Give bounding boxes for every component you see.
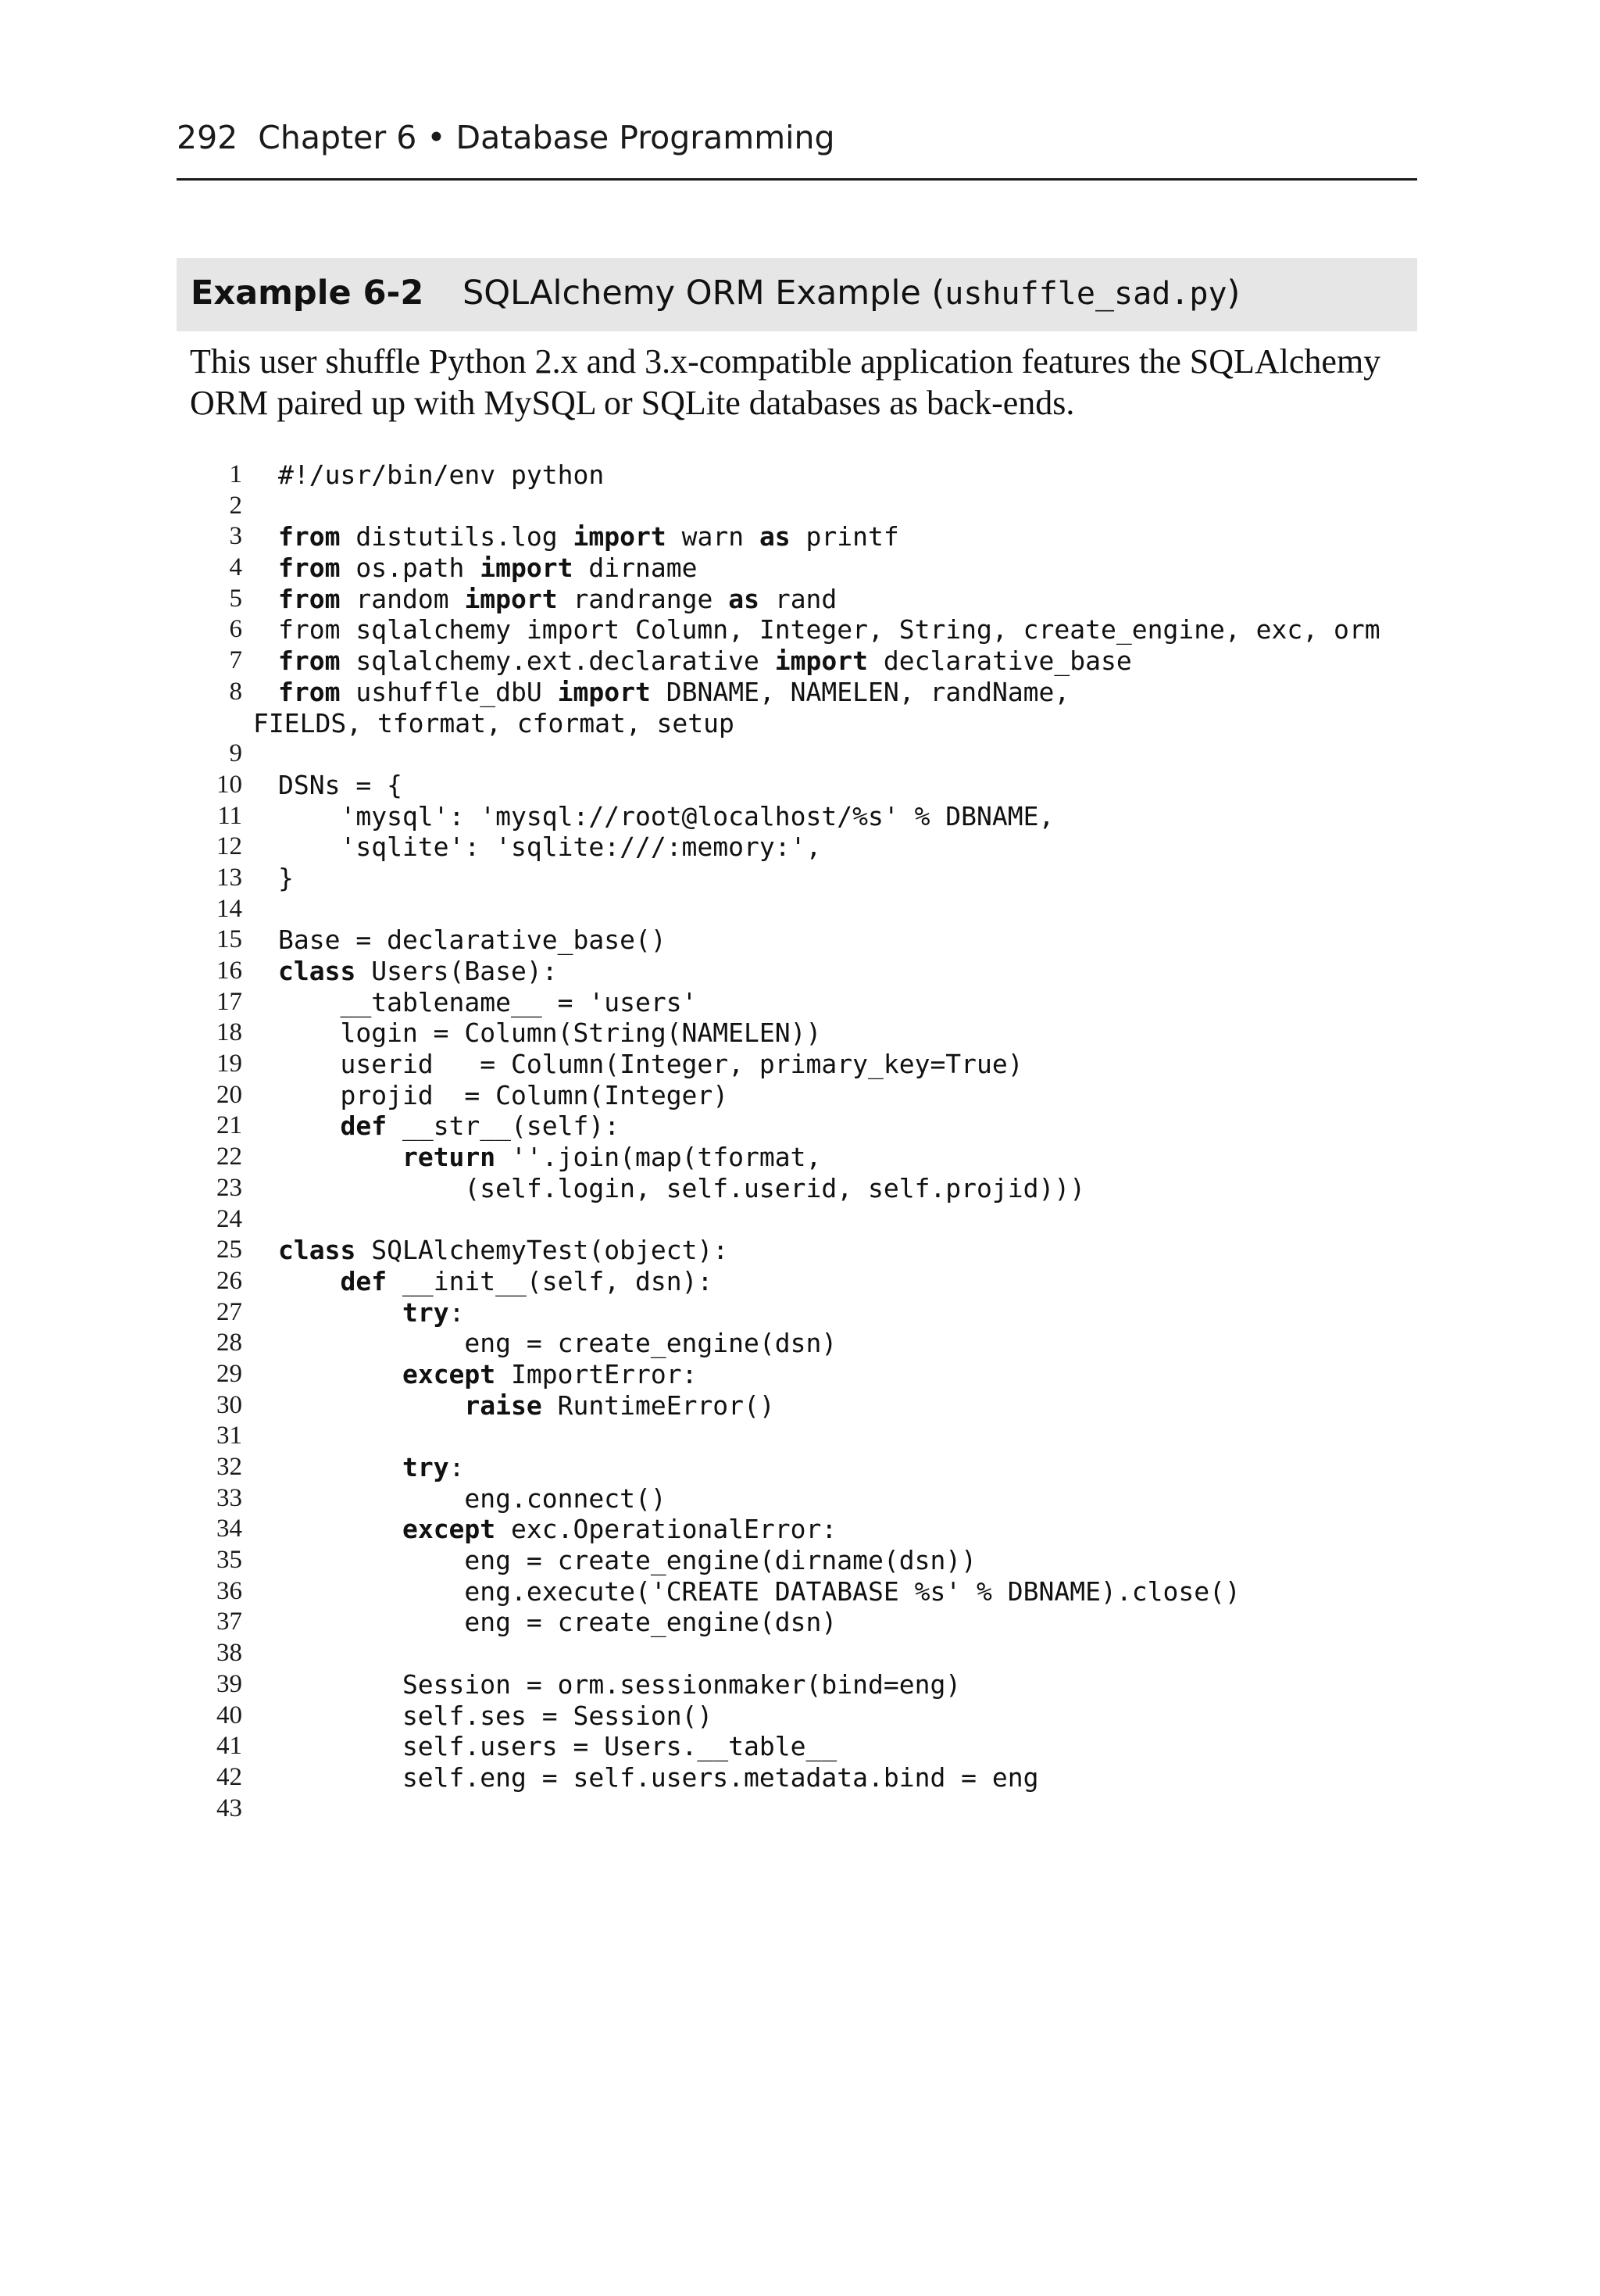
code-keyword: from	[278, 676, 341, 707]
line-number: 7	[229, 646, 242, 675]
code-text	[278, 1701, 712, 1732]
code-line	[0, 1731, 1600, 1762]
code-keyword: import	[774, 646, 868, 677]
line-number: 43	[216, 1794, 242, 1822]
chapter-title: Chapter 6 • Database Programming	[258, 119, 835, 156]
code-token: ImportError:	[495, 1358, 698, 1389]
code-text	[278, 1142, 821, 1173]
code-token: __init__(self, dsn):	[387, 1265, 713, 1296]
code-text	[278, 1017, 821, 1049]
code-text	[278, 801, 1054, 832]
line-number: 6	[229, 615, 242, 644]
code-token: projid = Column(Integer)	[278, 1079, 729, 1110]
code-text	[278, 1235, 728, 1266]
code-keyword: except	[402, 1514, 496, 1545]
code-token: distutils.log	[340, 521, 573, 553]
code-line	[0, 1173, 1600, 1204]
code-text	[278, 770, 402, 801]
line-number: 39	[216, 1669, 242, 1698]
code-text	[278, 1080, 728, 1111]
line-number: 2	[229, 491, 242, 520]
code-token: sqlalchemy.ext.declarative	[340, 646, 775, 677]
example-label: Example 6-2	[191, 274, 424, 313]
code-text	[278, 460, 604, 491]
example-title-close: )	[1227, 274, 1241, 313]
code-token: userid = Column(Integer, primary_key=True)	[278, 1049, 1023, 1080]
code-token	[278, 1359, 402, 1389]
code-line	[0, 646, 1600, 677]
code-line	[0, 1452, 1600, 1483]
code-keyword: class	[278, 1235, 356, 1266]
code-line	[0, 1080, 1600, 1111]
code-token: warn	[666, 521, 759, 553]
code-text	[278, 1266, 712, 1297]
code-keyword: class	[278, 956, 356, 986]
code-text	[278, 1731, 837, 1762]
code-token	[278, 1142, 402, 1172]
line-number: 16	[216, 957, 242, 985]
code-text	[278, 1607, 837, 1638]
line-number: 17	[216, 987, 242, 1016]
line-number: 41	[216, 1732, 242, 1761]
code-text	[278, 863, 294, 894]
code-token: 'sqlite': 'sqlite:///:memory:',	[278, 831, 822, 863]
line-number: 18	[216, 1018, 242, 1047]
intro-paragraph: This user shuffle Python 2.x and 3.x-compatible application features the SQLAlchemy ORM paired up with MySQL or SQLite databases as back-ends.	[190, 342, 1381, 422]
code-text	[278, 553, 697, 584]
code-token: :	[448, 1452, 465, 1482]
code-text	[278, 956, 558, 987]
code-keyword: from	[278, 553, 341, 584]
line-number: 5	[229, 584, 242, 613]
code-keyword: as	[759, 521, 791, 553]
code-text	[278, 1545, 977, 1576]
line-number: 4	[229, 553, 242, 582]
code-line	[0, 1328, 1600, 1359]
code-line	[0, 739, 1600, 770]
code-text	[278, 1110, 620, 1142]
example-title	[462, 274, 1240, 313]
line-number: 40	[216, 1701, 242, 1729]
code-text	[278, 677, 1070, 708]
example-filename: ushuffle_sad.py	[945, 276, 1227, 312]
code-listing	[0, 460, 1600, 1824]
code-text	[253, 708, 734, 739]
code-token: #!/usr/bin/env python	[278, 460, 605, 490]
code-token: __str__(self):	[387, 1110, 620, 1142]
code-text	[278, 614, 1380, 646]
code-line	[0, 1669, 1600, 1701]
code-line	[0, 1142, 1600, 1173]
code-line	[0, 1762, 1600, 1794]
code-keyword: import	[480, 553, 573, 584]
code-token: rand	[759, 583, 838, 614]
code-text	[278, 831, 821, 863]
line-number: 31	[216, 1422, 242, 1450]
code-line	[0, 614, 1600, 646]
code-line	[0, 1359, 1600, 1390]
code-line	[0, 1483, 1600, 1515]
code-line	[0, 1794, 1600, 1825]
code-text	[278, 1514, 837, 1545]
code-line	[0, 801, 1600, 832]
code-text	[278, 924, 666, 956]
line-number: 33	[216, 1483, 242, 1512]
code-token: Users(Base):	[355, 956, 558, 986]
line-number: 9	[229, 739, 242, 768]
code-token: os.path	[340, 553, 480, 584]
line-number: 21	[216, 1111, 242, 1140]
code-line	[0, 956, 1600, 987]
code-line	[0, 1390, 1600, 1422]
code-token: randrange	[557, 583, 729, 614]
code-text	[278, 1359, 697, 1390]
code-text	[278, 1452, 464, 1483]
code-token: (self.login, self.userid, self.projid)))	[278, 1172, 1086, 1203]
code-line	[0, 831, 1600, 863]
code-line	[0, 1235, 1600, 1266]
code-line	[0, 1204, 1600, 1236]
code-token: eng.connect()	[278, 1482, 666, 1514]
code-keyword: try	[402, 1452, 449, 1482]
code-line	[0, 491, 1600, 522]
code-text	[278, 1762, 1039, 1794]
code-token: ushuffle_dbU	[340, 676, 558, 707]
code-token: self.users = Users.__table__	[278, 1731, 838, 1762]
code-token: ''.join(map(tformat,	[495, 1142, 822, 1173]
code-text	[278, 646, 1132, 677]
code-line	[0, 894, 1600, 925]
example-title-text: SQLAlchemy ORM Example (	[462, 274, 945, 313]
code-token: Session = orm.sessionmaker(bind=eng)	[278, 1668, 962, 1700]
code-line	[0, 1421, 1600, 1452]
line-number: 42	[216, 1762, 242, 1791]
line-number: 23	[216, 1173, 242, 1202]
code-line	[0, 1017, 1600, 1049]
code-text	[278, 1390, 775, 1422]
code-token: printf	[790, 521, 899, 553]
code-token: SQLAlchemyTest(object):	[355, 1235, 729, 1266]
code-line	[0, 1297, 1600, 1329]
code-text	[278, 987, 697, 1018]
line-number: 35	[216, 1546, 242, 1575]
code-token: eng = create_engine(dsn)	[278, 1328, 838, 1359]
line-number: 19	[216, 1050, 242, 1078]
line-number: 36	[216, 1576, 242, 1605]
code-line	[0, 1514, 1600, 1545]
code-token: eng = create_engine(dsn)	[278, 1607, 838, 1638]
code-text	[278, 1483, 666, 1515]
code-token: random	[340, 583, 465, 614]
line-number: 15	[216, 925, 242, 954]
line-number: 14	[216, 894, 242, 923]
code-token: DSNs = {	[278, 769, 402, 800]
code-text	[278, 1049, 1023, 1080]
code-token: __tablename__ = 'users'	[278, 986, 698, 1017]
page-number: 292	[177, 119, 238, 156]
line-number: 27	[216, 1297, 242, 1326]
header-rule	[177, 178, 1417, 181]
code-line	[0, 1110, 1600, 1142]
code-token	[278, 1514, 402, 1544]
code-token: Base = declarative_base()	[278, 924, 666, 956]
code-token	[278, 1297, 402, 1328]
code-token: RuntimeError()	[541, 1389, 775, 1421]
line-number: 24	[216, 1204, 242, 1233]
code-line	[0, 708, 1600, 739]
code-token: FIELDS, tformat, cformat, setup	[253, 707, 734, 739]
line-number: 10	[216, 770, 242, 799]
code-keyword: import	[464, 583, 558, 614]
code-text	[278, 1297, 464, 1329]
code-line	[0, 1701, 1600, 1732]
code-token: declarative_base	[868, 646, 1132, 677]
example-caption-bar	[177, 258, 1417, 331]
code-text	[278, 584, 837, 615]
line-number: 29	[216, 1359, 242, 1388]
line-number: 12	[216, 832, 242, 861]
line-number: 34	[216, 1515, 242, 1543]
running-head	[177, 119, 835, 156]
code-line	[0, 924, 1600, 956]
code-line	[0, 770, 1600, 801]
code-line	[0, 1049, 1600, 1080]
line-number: 25	[216, 1236, 242, 1264]
code-line	[0, 1638, 1600, 1669]
code-keyword: except	[402, 1358, 496, 1389]
line-number: 28	[216, 1329, 242, 1357]
code-keyword: return	[402, 1142, 496, 1173]
code-line	[0, 460, 1600, 491]
code-token: self.eng = self.users.metadata.bind = eng	[278, 1761, 1039, 1793]
line-number: 1	[229, 460, 242, 488]
line-number: 13	[216, 863, 242, 892]
code-keyword: import	[573, 521, 666, 553]
line-number: 8	[229, 677, 242, 706]
code-line	[0, 863, 1600, 894]
code-keyword: from	[278, 646, 341, 677]
code-token: :	[448, 1296, 465, 1328]
code-line	[0, 553, 1600, 584]
code-token	[278, 1110, 340, 1141]
line-number: 3	[229, 522, 242, 551]
code-token: 'mysql': 'mysql://root@localhost/%s' % DBNAME,	[278, 800, 1055, 831]
code-keyword: as	[728, 583, 759, 614]
code-keyword: raise	[464, 1389, 542, 1421]
code-text	[278, 1328, 837, 1359]
code-line	[0, 584, 1600, 615]
code-text	[278, 1576, 1241, 1608]
code-keyword: import	[557, 676, 651, 707]
code-line	[0, 1266, 1600, 1297]
line-number: 26	[216, 1266, 242, 1295]
line-number: 22	[216, 1143, 242, 1171]
code-line	[0, 1545, 1600, 1576]
code-token: from sqlalchemy import Column, Integer, String, create_engine, exc, orm	[278, 614, 1380, 646]
code-token: self.ses = Session()	[278, 1700, 713, 1731]
line-number: 37	[216, 1608, 242, 1636]
code-keyword: def	[340, 1265, 388, 1296]
code-line	[0, 987, 1600, 1018]
line-number: 32	[216, 1453, 242, 1481]
code-token	[278, 1266, 340, 1296]
code-token: DBNAME, NAMELEN, randName,	[650, 676, 1070, 707]
code-line	[0, 677, 1600, 708]
code-token: login = Column(String(NAMELEN))	[278, 1017, 822, 1049]
code-token	[278, 1390, 464, 1421]
code-line	[0, 521, 1600, 553]
line-number: 20	[216, 1080, 242, 1109]
code-token: eng.execute('CREATE DATABASE %s' % DBNAME).close()	[278, 1575, 1241, 1607]
line-number: 11	[217, 801, 242, 830]
code-keyword: from	[278, 521, 341, 553]
code-token: exc.OperationalError:	[495, 1514, 838, 1545]
code-line	[0, 1607, 1600, 1638]
code-keyword: try	[402, 1296, 449, 1328]
code-token: }	[278, 862, 294, 893]
code-token: eng = create_engine(dirname(dsn))	[278, 1545, 977, 1576]
line-number: 30	[216, 1390, 242, 1419]
code-text	[278, 1173, 1085, 1204]
code-keyword: from	[278, 583, 341, 614]
code-token	[278, 1452, 402, 1482]
code-line	[0, 1576, 1600, 1608]
code-token: dirname	[573, 553, 698, 584]
code-keyword: def	[340, 1110, 388, 1142]
code-text	[278, 1669, 961, 1701]
line-number: 38	[216, 1639, 242, 1668]
code-text	[278, 521, 899, 553]
